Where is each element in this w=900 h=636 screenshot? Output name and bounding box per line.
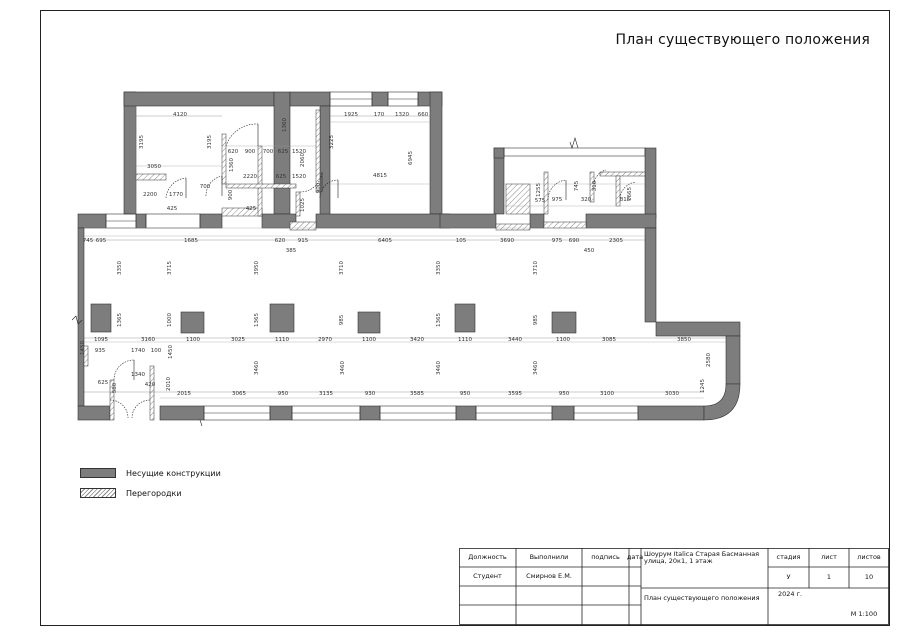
header-position: Должность	[468, 552, 507, 561]
dimension-top: 690	[568, 238, 580, 244]
dimension-room: 700	[199, 184, 211, 190]
dimension-room: 1360	[229, 158, 235, 172]
dimension-height: 3350	[117, 261, 123, 275]
dimension-under: 450	[583, 248, 595, 254]
legend-label: Перегородки	[126, 488, 182, 498]
dimension-room: 2060	[300, 153, 306, 167]
dimension-height: 3460	[340, 361, 346, 375]
dimension-bottom: 950	[558, 391, 570, 397]
dimension-entrance: 1340	[131, 372, 145, 378]
dimension-room: 575	[534, 198, 546, 204]
dimension-height: 1365	[117, 313, 123, 327]
sheets-value: 10	[864, 572, 874, 581]
dimension-room: 320	[580, 197, 592, 203]
title-block	[459, 548, 889, 625]
dimension-room: 1770	[169, 192, 183, 198]
dimension-entrance: 2010	[166, 377, 172, 391]
dimension-top: 975	[551, 238, 563, 244]
dimension-room: 1520	[292, 174, 306, 180]
row1-done-by: Смирнов Е.М.	[526, 571, 572, 580]
dimension-room: 1360	[282, 118, 288, 132]
drawing-frame	[40, 10, 890, 626]
project-name: Шоурум Italica Старая Басманная улица, 20к1, 1 этаж	[644, 550, 760, 566]
dimension-room: 975	[551, 197, 563, 203]
dimension-room: 3195	[139, 135, 145, 149]
dimension-room: 1925	[344, 112, 358, 118]
dimension-mid: 3085	[602, 337, 616, 343]
dimension-mid: 1095	[94, 337, 108, 343]
dimension-room: 4815	[373, 173, 387, 179]
dimension-room: 3225	[329, 135, 335, 149]
dimension-mid: 3025	[231, 337, 245, 343]
dimension-entrance: 1740	[131, 348, 145, 354]
drawing-title: План существующего положения	[615, 32, 870, 48]
dimension-mid: 2970	[318, 337, 332, 343]
dimension-room: 900	[316, 182, 322, 194]
header-done-by: Выполнили	[529, 552, 569, 561]
dimension-room: 3050	[147, 164, 161, 170]
dimension-under: 385	[285, 248, 297, 254]
dimension-mid: 3160	[141, 337, 155, 343]
sheet-label: лист	[821, 552, 837, 561]
dimension-bottom: 930	[364, 391, 376, 397]
dimension-bottom: 3135	[319, 391, 333, 397]
stage-label: стадия	[776, 552, 801, 561]
dimension-entrance: 420	[144, 382, 156, 388]
dimension-bottom: 3595	[508, 391, 522, 397]
dimension-room: 900	[244, 149, 256, 155]
stage-value: У	[786, 572, 791, 581]
dimension-bottom: 3100	[600, 391, 614, 397]
dimension-bottom: 3030	[665, 391, 679, 397]
dimension-room: 2200	[143, 192, 157, 198]
dimension-entrance: 625	[97, 380, 109, 386]
dimension-height: 3460	[436, 361, 442, 375]
row1-position: Студент	[473, 571, 502, 580]
dimension-mid: 1110	[458, 337, 472, 343]
header-signature: подпись	[591, 552, 620, 561]
dimension-mid: 3420	[410, 337, 424, 343]
dimension-room: 745	[574, 180, 580, 192]
dimension-room: 625	[275, 174, 287, 180]
dimension-entrance: 100	[150, 348, 162, 354]
dimension-height: 3710	[533, 261, 539, 275]
dimension-entrance: 1450	[80, 341, 86, 355]
dimension-top: 915	[297, 238, 309, 244]
dimension-room: 625	[277, 149, 289, 155]
dimension-top: 745	[82, 238, 94, 244]
dimension-entrance: 1450	[168, 345, 174, 359]
legend-item-partitions	[80, 486, 182, 500]
dimension-height: 1365	[436, 313, 442, 327]
dimension-mid: 3440	[508, 337, 522, 343]
dimension-room: 620	[227, 149, 239, 155]
dimension-room: 425	[166, 206, 178, 212]
dimension-bottom: 3065	[232, 391, 246, 397]
dimension-top: 2305	[609, 238, 623, 244]
dimension-bottom: 950	[459, 391, 471, 397]
dimension-room: 900	[228, 189, 234, 201]
dimension-bottom: 2015	[177, 391, 191, 397]
scale: М 1:100	[850, 610, 878, 619]
legend-item-load-bearing	[80, 466, 221, 480]
dimension-room: 425	[245, 206, 257, 212]
dimension-entrance: 935	[94, 348, 106, 354]
dimension-room: 310	[592, 180, 598, 192]
dimension-room: 1320	[395, 112, 409, 118]
dimension-height: 3350	[436, 261, 442, 275]
dimension-room: 815	[619, 197, 631, 203]
dimension-top: 620	[274, 238, 286, 244]
dimension-height: 3950	[254, 261, 260, 275]
dimension-mid: 3850	[677, 337, 691, 343]
dimension-mid: 1110	[275, 337, 289, 343]
dimension-top: 1685	[184, 238, 198, 244]
sheet-value: 1	[826, 572, 832, 581]
year: 2024 г.	[778, 590, 803, 598]
dimension-room: 700	[262, 149, 274, 155]
dimension-mid: 1100	[362, 337, 376, 343]
drawing-name: План существующего положения	[644, 594, 760, 602]
dimension-room: 1255	[536, 183, 542, 197]
dimension-height: 3460	[533, 361, 539, 375]
sheets-label: листов	[857, 552, 881, 561]
dimension-room: 170	[373, 112, 385, 118]
dimension-room: 6945	[408, 151, 414, 165]
legend-swatch-hatch	[80, 488, 116, 498]
dimension-height: 3710	[339, 261, 345, 275]
header-date: дата	[626, 552, 644, 561]
dimension-bottom: 3585	[410, 391, 424, 397]
dimension-height: 1000	[167, 313, 173, 327]
dimension-top: 6405	[378, 238, 392, 244]
dimension-entrance: 580	[112, 382, 118, 394]
dimension-room: 2220	[243, 174, 257, 180]
legend-label: Несущие конструкции	[126, 468, 221, 478]
legend-swatch-solid	[80, 468, 116, 478]
dimension-top: 695	[95, 238, 107, 244]
dimension-room: 660	[417, 112, 429, 118]
dimension-top: 3690	[500, 238, 514, 244]
dimension-height: 985	[533, 314, 539, 326]
dimension-room: 1520	[292, 149, 306, 155]
dimension-corner: 2580	[706, 353, 712, 367]
dimension-corner: 1245	[700, 379, 706, 393]
dimension-room: 3195	[207, 135, 213, 149]
dimension-room: 1025	[300, 198, 306, 212]
dimension-mid: 1100	[556, 337, 570, 343]
dimension-height: 985	[339, 314, 345, 326]
dimension-bottom: 950	[277, 391, 289, 397]
dimension-height: 3715	[167, 261, 173, 275]
dimension-height: 1365	[254, 313, 260, 327]
dimension-room: 1665	[627, 187, 633, 201]
dimension-room: 4120	[173, 112, 187, 118]
dimension-top: 105	[455, 238, 467, 244]
dimension-height: 3460	[254, 361, 260, 375]
dimension-mid: 1100	[186, 337, 200, 343]
